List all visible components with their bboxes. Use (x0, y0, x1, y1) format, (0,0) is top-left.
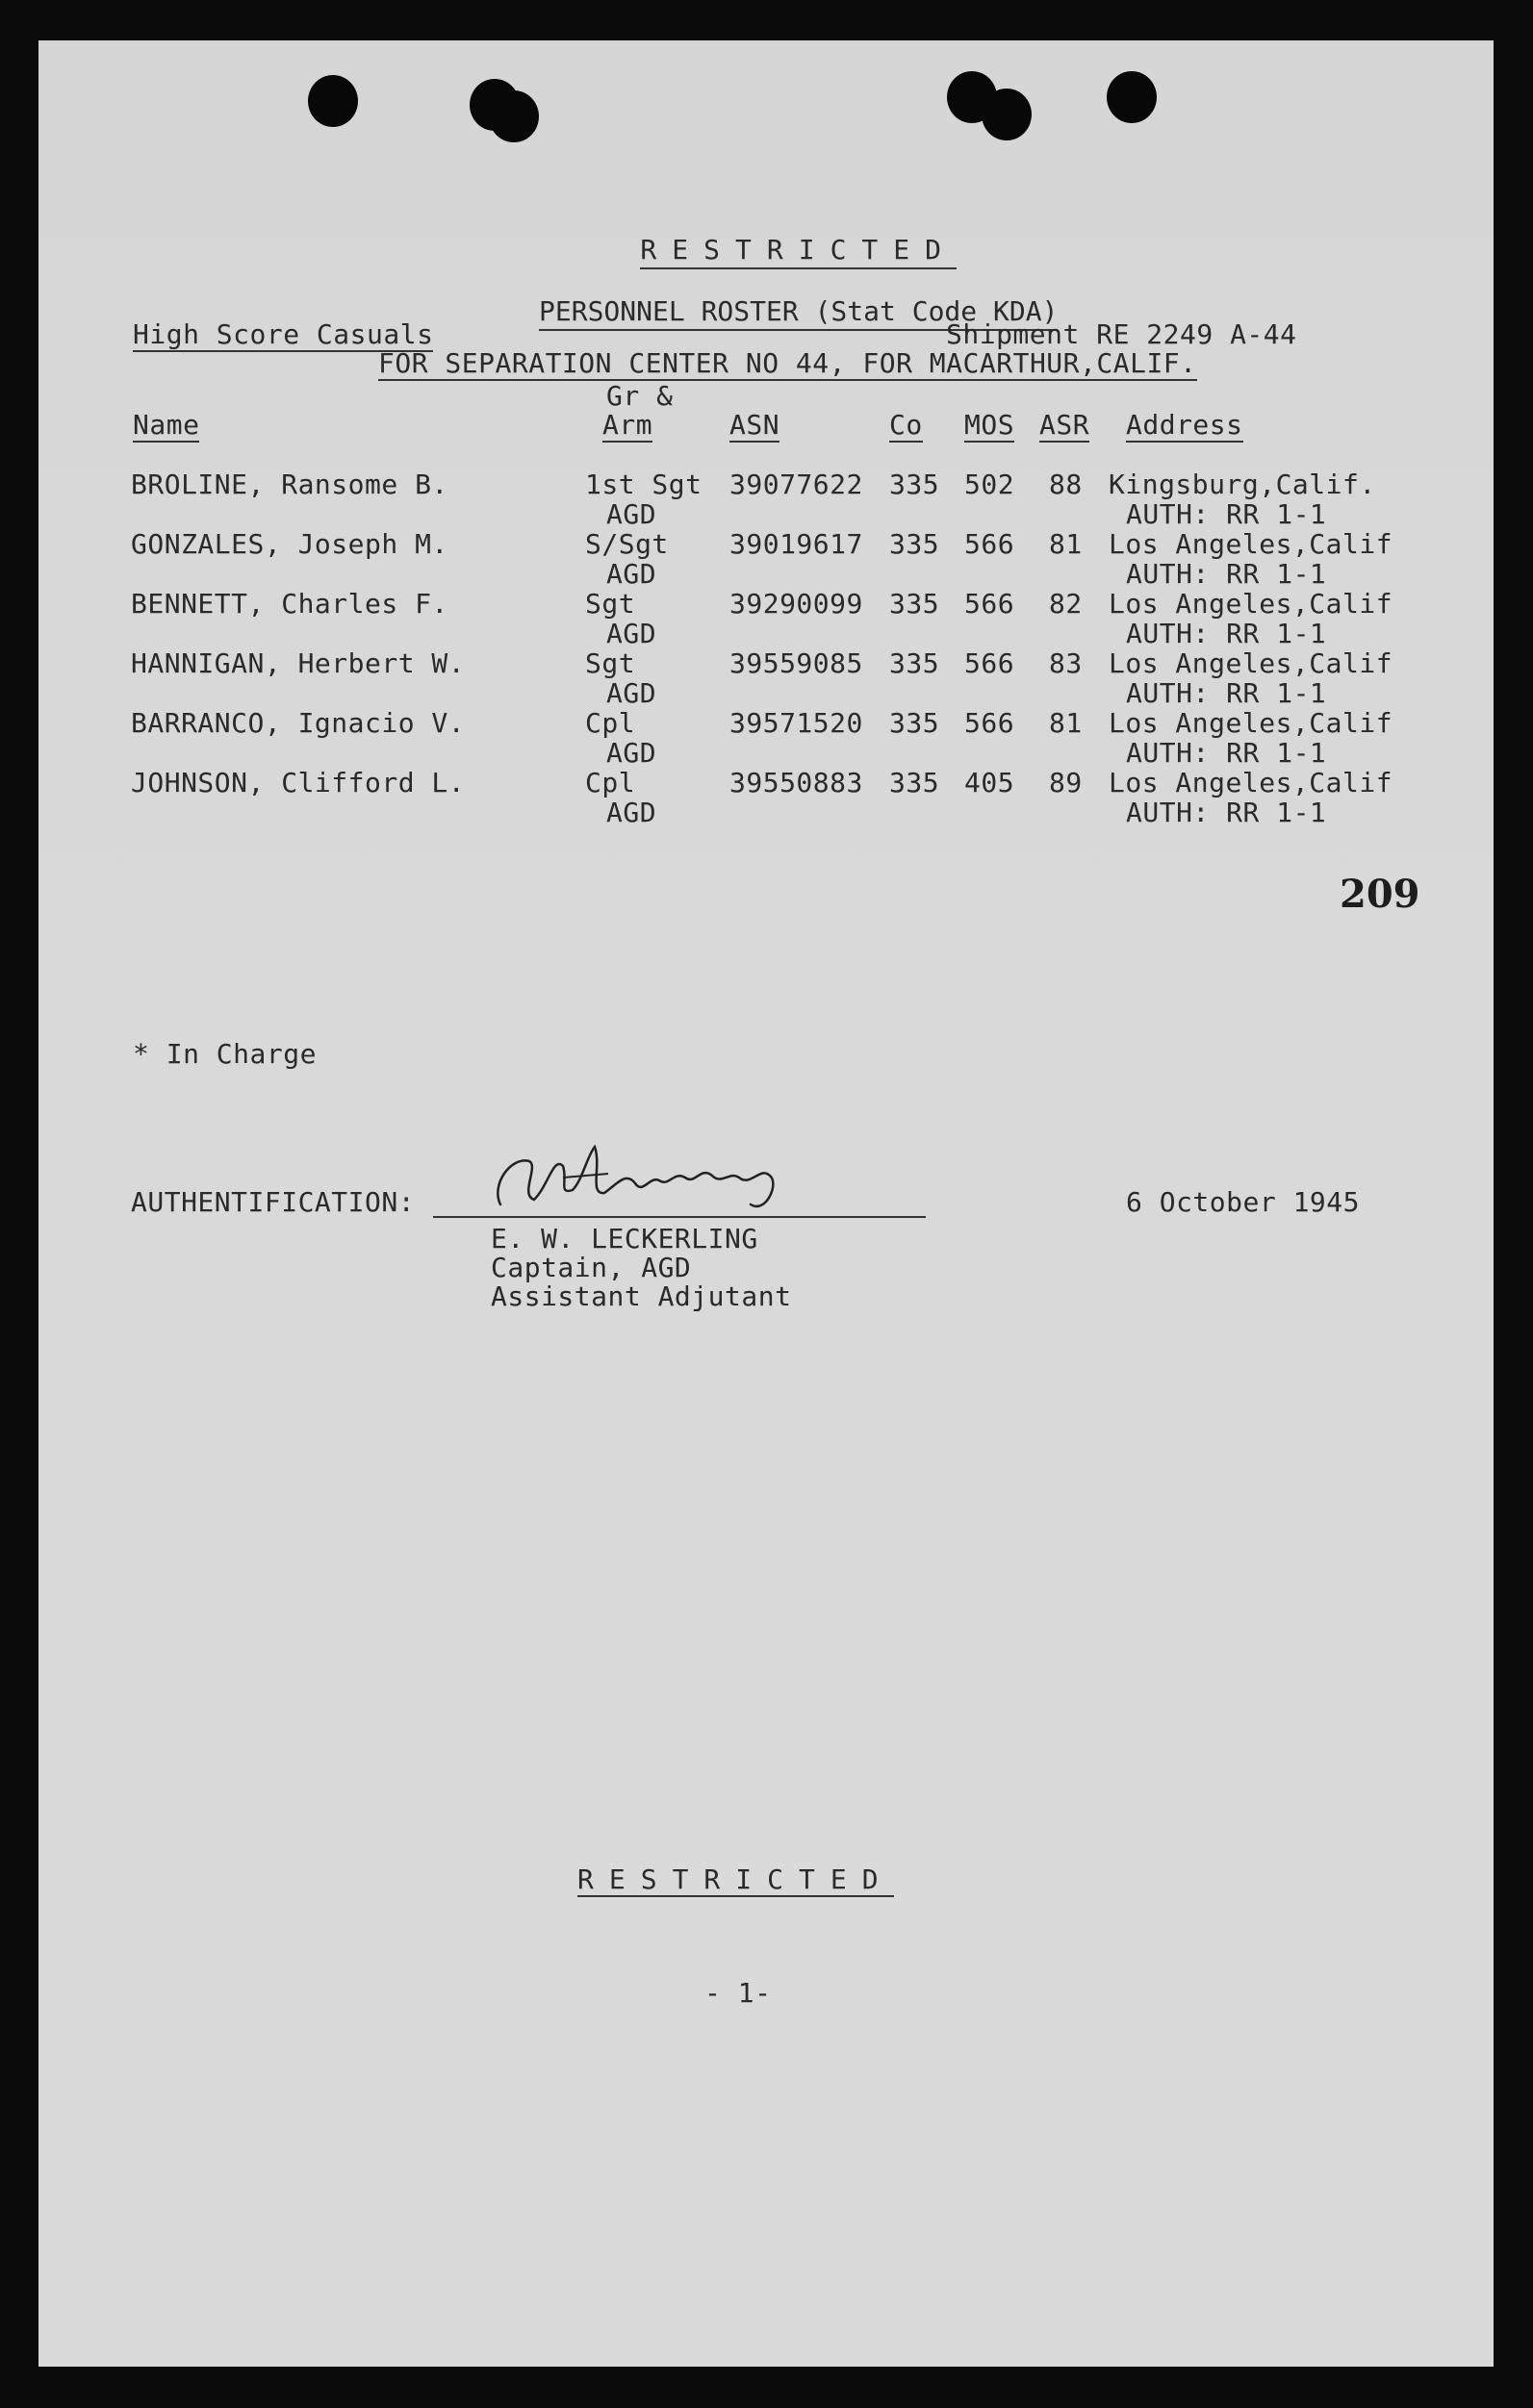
roster-asn: 39290099 (729, 588, 863, 620)
roster-auth: AUTH: RR 1-1 (1126, 737, 1327, 769)
table-row (38, 647, 1494, 710)
roster-mos: 502 (964, 469, 1015, 500)
group-label: High Score Casuals (133, 318, 434, 350)
roster-asn: 39571520 (729, 707, 863, 739)
column-header-mos: MOS (964, 409, 1015, 441)
roster-auth: AUTH: RR 1-1 (1126, 797, 1327, 828)
roster-address: Kingsburg,Calif. (1109, 469, 1376, 500)
roster-name: JOHNSON, Clifford L. (131, 767, 466, 798)
roster-mos: 566 (964, 588, 1015, 620)
roster-mos: 566 (964, 528, 1015, 560)
roster-co: 335 (889, 707, 940, 739)
roster-grade: Cpl (585, 707, 636, 739)
page-number: - 1- (704, 1977, 772, 2009)
roster-address: Los Angeles,Calif (1109, 588, 1393, 620)
roster-name: BARRANCO, Ignacio V. (131, 707, 466, 739)
authentication-label: AUTHENTIFICATION: (131, 1186, 416, 1218)
roster-auth: AUTH: RR 1-1 (1126, 618, 1327, 649)
shipment-label: Shipment RE 2249 A-44 (946, 318, 1297, 350)
roster-co: 335 (889, 528, 940, 560)
punch-hole (1107, 71, 1157, 123)
roster-arm: AGD (606, 677, 657, 709)
signer-title: Assistant Adjutant (491, 1280, 792, 1312)
table-row (38, 471, 1494, 531)
roster-asn: 39077622 (729, 469, 863, 500)
table-row (38, 707, 1494, 770)
signer-name: E. W. LECKERLING (491, 1223, 758, 1255)
roster-grade: Cpl (585, 767, 636, 798)
roster-grade: S/Sgt (585, 528, 669, 560)
roster-asr: 82 (1049, 588, 1083, 620)
document-page (38, 40, 1494, 2367)
roster-mos: 566 (964, 647, 1015, 679)
roster-arm: AGD (606, 498, 657, 530)
signature-image (481, 1128, 799, 1224)
roster-mos: 566 (964, 707, 1015, 739)
roster-name: GONZALES, Joseph M. (131, 528, 448, 560)
roster-auth: AUTH: RR 1-1 (1126, 677, 1327, 709)
roster-co: 335 (889, 767, 940, 798)
punch-hole (489, 90, 539, 142)
roster-co: 335 (889, 647, 940, 679)
classification-bottom: RESTRICTED (577, 1863, 894, 1895)
roster-asn: 39019617 (729, 528, 863, 560)
roster-grade: Sgt (585, 647, 636, 679)
table-row (38, 528, 1494, 591)
column-header-grade-arm-top: Gr & (606, 380, 674, 412)
roster-asr: 88 (1049, 469, 1083, 500)
roster-co: 335 (889, 469, 940, 500)
roster-address: Los Angeles,Calif (1109, 528, 1393, 560)
column-header-asr: ASR (1039, 409, 1090, 441)
signature-line (433, 1216, 926, 1218)
roster-asr: 89 (1049, 767, 1083, 798)
roster-address: Los Angeles,Calif (1109, 647, 1393, 679)
page-stamp: 209 (1340, 872, 1420, 917)
punch-hole (982, 89, 1032, 140)
roster-arm: AGD (606, 797, 657, 828)
roster-name: HANNIGAN, Herbert W. (131, 647, 466, 679)
roster-grade: Sgt (585, 588, 636, 620)
destination-label: FOR SEPARATION CENTER NO 44, FOR MACARTHUR,CALIF. (378, 347, 1197, 379)
classification-top-text: RESTRICTED (640, 234, 957, 269)
roster-co: 335 (889, 588, 940, 620)
roster-title-text: PERSONNEL ROSTER (Stat Code KDA) (539, 295, 1058, 331)
roster-address: Los Angeles,Calif (1109, 767, 1393, 798)
roster-asr: 81 (1049, 707, 1083, 739)
footnote: * In Charge (133, 1038, 317, 1070)
column-header-name: Name (133, 409, 200, 441)
roster-name: BENNETT, Charles F. (131, 588, 448, 620)
signer-rank: Captain, AGD (491, 1252, 692, 1283)
column-header-asn: ASN (729, 409, 780, 441)
roster-arm: AGD (606, 618, 657, 649)
roster-asn: 39550883 (729, 767, 863, 798)
roster-auth: AUTH: RR 1-1 (1126, 558, 1327, 590)
table-row (38, 767, 1494, 829)
roster-asn: 39559085 (729, 647, 863, 679)
roster-address: Los Angeles,Calif (1109, 707, 1393, 739)
authentication-date: 6 October 1945 (1126, 1186, 1361, 1218)
column-header-co: Co (889, 409, 923, 441)
roster-asr: 81 (1049, 528, 1083, 560)
roster-grade: 1st Sgt (585, 469, 703, 500)
roster-asr: 83 (1049, 647, 1083, 679)
roster-arm: AGD (606, 558, 657, 590)
roster-arm: AGD (606, 737, 657, 769)
roster-auth: AUTH: RR 1-1 (1126, 498, 1327, 530)
table-row (38, 588, 1494, 650)
punch-hole (308, 75, 358, 127)
column-header-address: Address (1126, 409, 1243, 441)
roster-mos: 405 (964, 767, 1015, 798)
roster-name: BROLINE, Ransome B. (131, 469, 448, 500)
column-header-grade-arm: Arm (602, 409, 653, 441)
